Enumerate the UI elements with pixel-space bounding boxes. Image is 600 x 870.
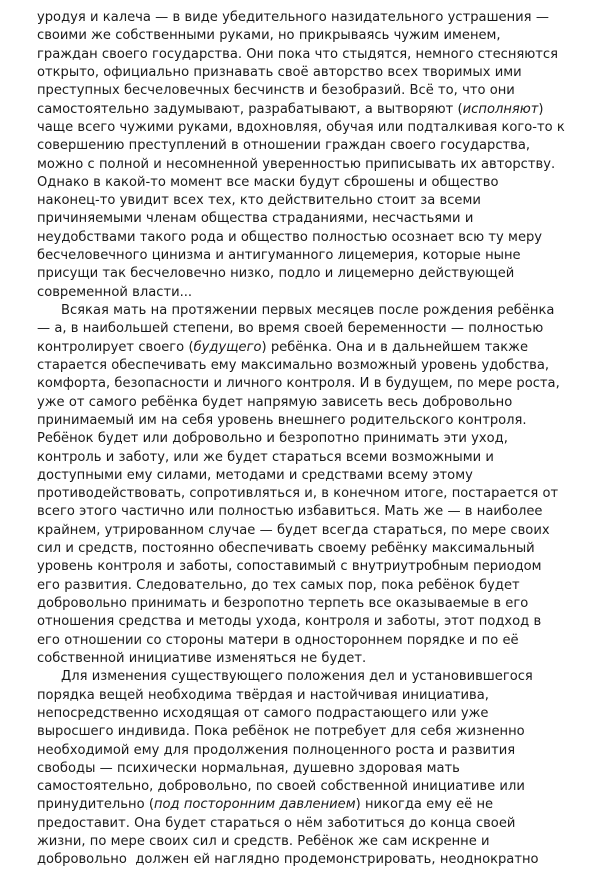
emphasis-text: будущего	[193, 339, 262, 355]
body-text: Для изменения существующего положения дел и установившегося порядка вещей необходима твёрдая и настойчивая инициатива, непосредственно исходящая от самого подрастающего или уже выросшего индивида. Пока ребёнок не потребует для себя жизненно необходимой ему для продолжения полноценного роста и развития свободы — психически нормальная, душевно здоровая мать самостоятельно, добровольно, по своей собственной инициативе или принудительно (	[37, 669, 538, 813]
paragraph	[37, 668, 565, 869]
emphasis-text: исполняют	[462, 101, 539, 117]
body-text: ) ребёнка. Она и в дальнейшем также старается обеспечивать ему максимально возможный уровень удобства, комфорта, безопасности и личного контроля. И в будущем, по мере роста, уже от самого ребёнка будет напрямую зависеть весь добровольно принимаемый им на себя уровень внешнего родительского контроля. Ребёнок будет или добровольно и безропотно принимать эти уход, контроль и заботу, или же будет стараться всеми возможными и доступными ему силами, методами и средствами всему этому противодействовать, сопротивляться и, в конечном итоге, постарается от всего этого частично или полностью избавиться. Мать же — в наиболее крайнем, утрированном случае — будет всегда стараться, по мере своих сил и средств, постоянно обеспечивать своему ребёнку максимальный уровень контроля и заботы, сопоставимый с внутриутробным периодом его развития. Следовательно, до тех самых пор, пока ребёнок будет добровольно принимать и безропотно терпеть все оказываемые в его отношения средства и методы ухода, контроля и заботы, этот подход в его отношении со стороны матери в одностороннем порядке и по её собственной инициативе изменяться не будет.	[37, 339, 565, 666]
paragraph	[37, 9, 570, 302]
body-text: уродуя и калеча — в виде убедительного назидательного устрашения — своими же собственными руками, но прикрываясь чужим именем, граждан своего государства. Они пока что стыдятся, немного стесняются открыто, официально признавать своё авторство всех творимых ими преступных бесчеловечных бесчинств и безобразий. Всё то, что они самостоятельно задумывают, разрабатывают, а вытворяют (	[37, 10, 563, 117]
body-text: ) никогда ему её не предоставит. Она будет стараться о нём заботиться до конца своей жизни, по мере своих сил и средств. Ребёнок же сам искренне и добровольно должен ей наглядно продемонстрировать, неоднократно	[37, 797, 539, 868]
body-text: Всякая мать на протяжении первых месяцев после рождения ребёнка — а, в наибольшей степени, во время своей беременности — полностью контролирует своего (	[37, 303, 559, 355]
emphasis-text: под посторонним давлением	[153, 797, 356, 813]
paragraph	[37, 302, 565, 668]
document-text-body	[37, 9, 570, 870]
body-text: ) чаще всего чужими руками, вдохновляя, обучая или подталкивая кого-то к совершению преступлений в отношении граждан своего государства, можно с полной и несомненной уверенностью приписывать их авторству. Однако в какой-то момент все маски будут сброшены и общество наконец-то увидит всех тех, кто действительно стоит за всеми причиняемыми членам общества страданиями, несчастьями и неудобствами такого рода и общество полностью осознает всю ту меру бесчеловечного цинизма и антигуманного лицемерия, которые ныне присущи так бесчеловечно низко, подло и лицемерно действующей современной власти...	[37, 101, 570, 300]
